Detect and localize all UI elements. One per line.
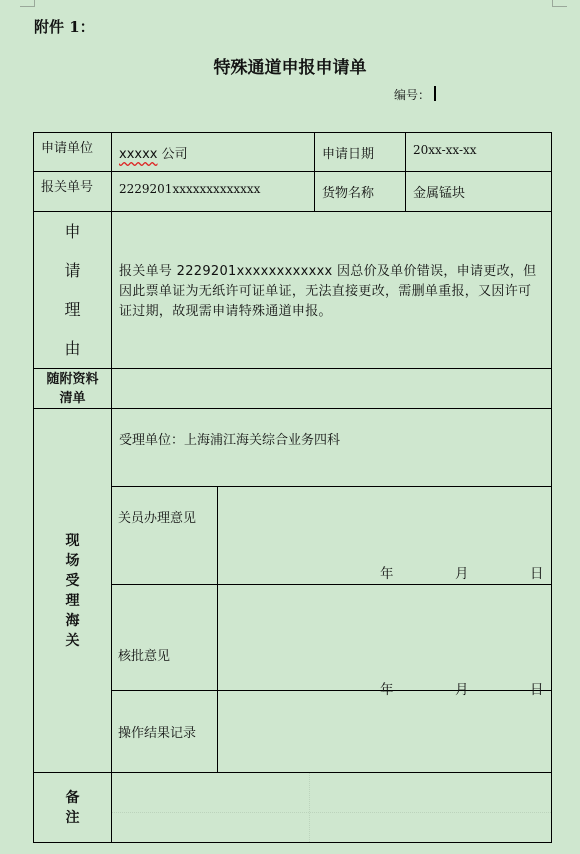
form-title: 特殊通道申报申请单 — [213, 58, 367, 78]
applicant-unit-label: 申请单位 — [34, 133, 112, 172]
remark-label-char: 备 — [65, 789, 80, 806]
attachments-label-line2: 清单 — [59, 390, 86, 406]
customs-label-char: 海 — [65, 612, 80, 629]
apply-date-label: 申请日期 — [315, 133, 406, 172]
apply-date-value[interactable]: 20xx-xx-xx — [406, 133, 552, 172]
attachments-value[interactable] — [112, 369, 552, 409]
goods-name-value[interactable]: 金属锰块 — [406, 172, 552, 212]
operation-record-value[interactable] — [218, 691, 552, 773]
reason-label — [34, 212, 112, 369]
goods-name-label: 货物名称 — [315, 172, 406, 212]
customs-label-char: 现 — [65, 532, 80, 549]
corner-crop-mark-right — [552, 0, 567, 7]
remark-label-char: 注 — [65, 809, 80, 826]
customs-label-char: 受 — [65, 572, 80, 589]
table-row — [34, 409, 552, 487]
accepting-unit: 受理单位：上海浦江海关综合业务四科 — [112, 409, 552, 487]
customs-label-char: 理 — [65, 592, 80, 609]
customs-label-char: 场 — [65, 552, 80, 569]
date-day: 日 — [530, 682, 544, 698]
approval-opinion-value[interactable] — [218, 585, 552, 698]
remark-value[interactable] — [112, 773, 552, 843]
table-row — [34, 369, 552, 409]
table-row — [34, 212, 552, 369]
applicant-unit-value[interactable] — [112, 133, 315, 172]
application-form-table — [33, 132, 552, 843]
attachment-label: 附件 1： — [34, 18, 95, 36]
applicant-unit-suffix: 公司 — [157, 147, 188, 162]
date-month: 月 — [455, 682, 469, 698]
table-row — [34, 585, 552, 691]
officer-opinion-value[interactable] — [218, 487, 552, 585]
reason-text[interactable]: 报关单号 2229201xxxxxxxxxxxx 因总价及单价错误，申请更改，但因此票单证为无纸许可证单证，无法直接更改，需删单重报，又因许可证过期，故现需申请特殊通道申报。 — [112, 212, 552, 369]
customs-label — [34, 409, 112, 773]
table-row — [34, 487, 552, 585]
date-year: 年 — [380, 566, 394, 582]
reason-label-char: 理 — [64, 300, 81, 319]
applicant-unit-name: xxxxx — [119, 147, 158, 162]
officer-opinion-label: 关员办理意见 — [112, 487, 218, 585]
table-row — [34, 691, 552, 773]
customs-label-char: 关 — [65, 632, 80, 649]
attachments-label — [34, 369, 112, 409]
operation-record-label: 操作结果记录 — [112, 691, 218, 773]
declaration-no-label: 报关单号 — [34, 172, 112, 212]
table-row — [34, 773, 552, 843]
reason-label-char: 申 — [64, 222, 81, 241]
remark-gridlines — [112, 773, 551, 842]
date-day: 日 — [530, 566, 544, 582]
reason-label-char: 由 — [64, 339, 81, 358]
text-cursor — [434, 86, 436, 101]
remark-label — [34, 773, 112, 843]
table-row — [34, 172, 552, 212]
attachments-label-line1: 随附资料 — [46, 371, 99, 387]
declaration-no-value[interactable]: 2229201xxxxxxxxxxxxx — [112, 172, 315, 212]
date-month: 月 — [455, 566, 469, 582]
corner-crop-mark-left — [20, 0, 35, 7]
reason-label-char: 请 — [64, 261, 81, 280]
serial-number-label: 编号： — [394, 88, 431, 102]
approval-opinion-label: 核批意见 — [112, 585, 218, 691]
date-year: 年 — [380, 682, 394, 698]
table-row — [34, 133, 552, 172]
